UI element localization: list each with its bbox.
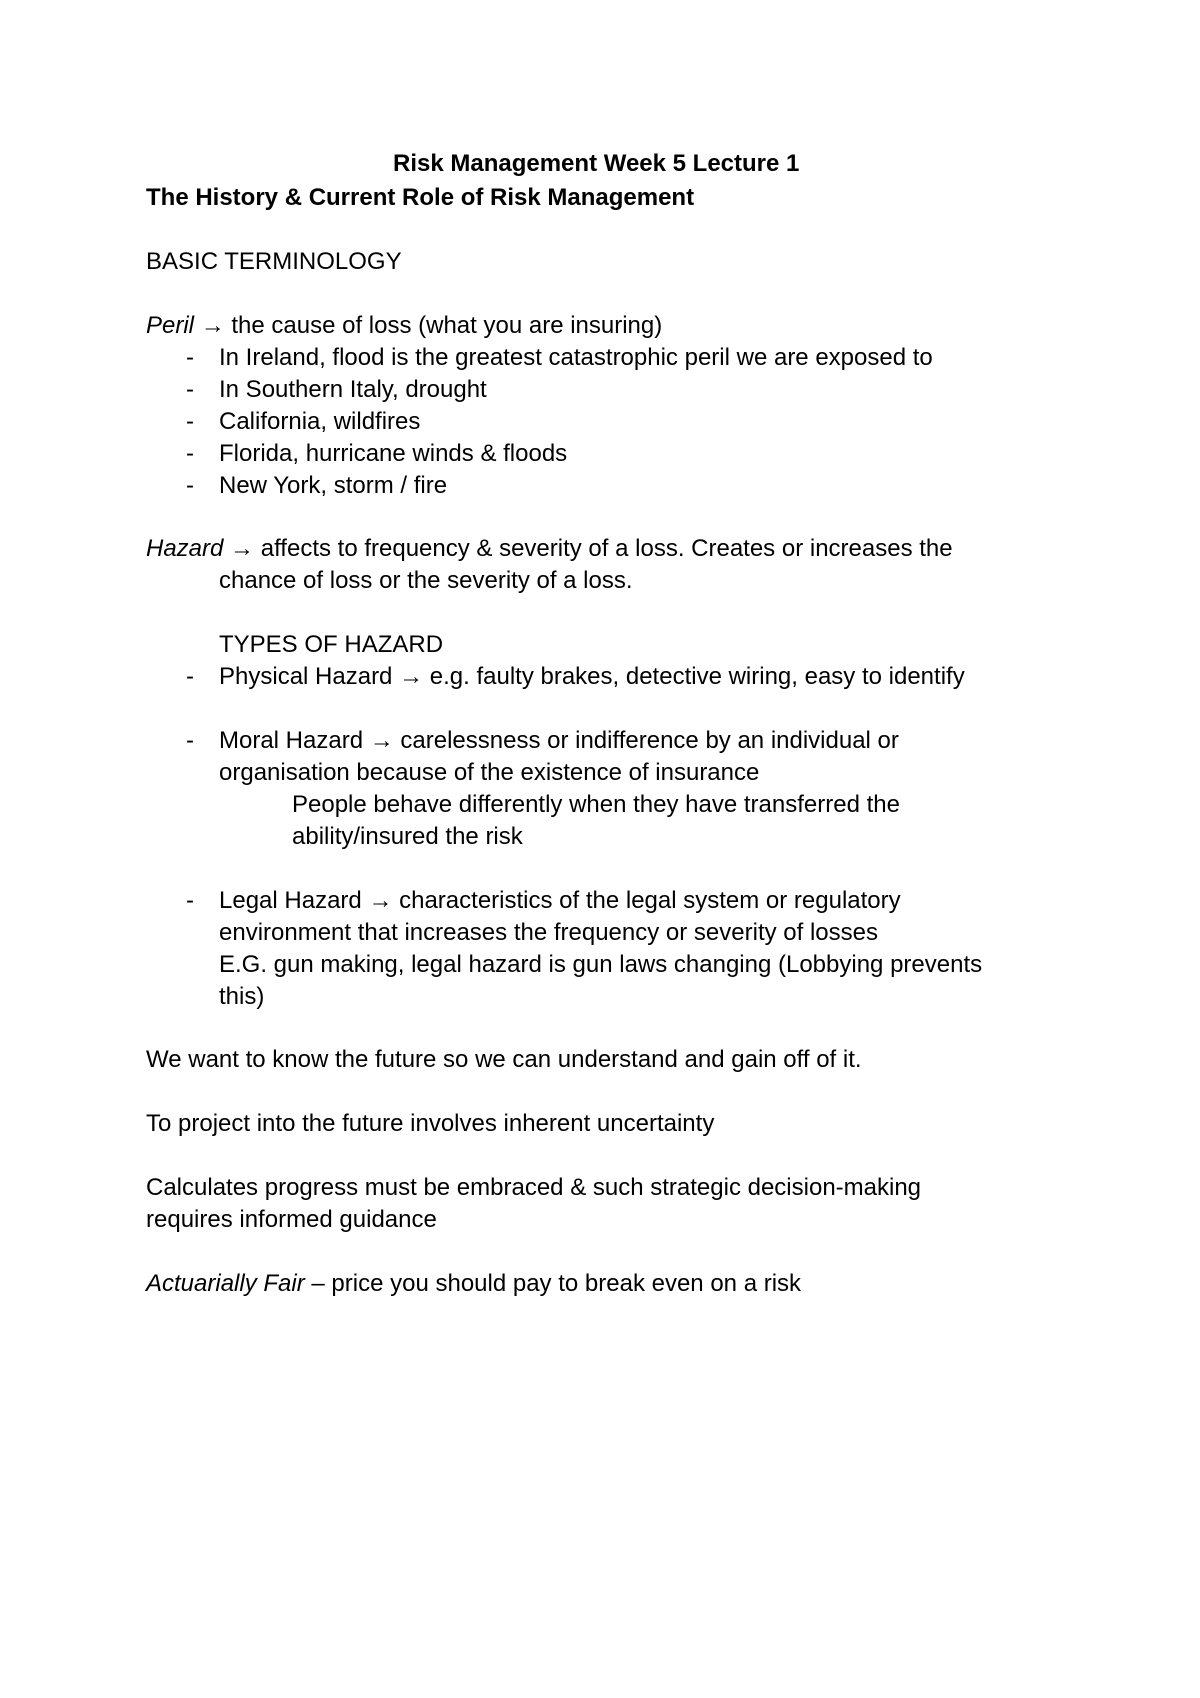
peril-definition xyxy=(146,310,662,342)
peril-example: California, wildfires xyxy=(219,408,421,435)
document-subtitle: The History & Current Role of Risk Management xyxy=(146,184,695,211)
moral-hazard-text: carelessness or indifference by an individual or xyxy=(400,727,899,754)
arrow-icon: → xyxy=(399,663,424,690)
moral-hazard-continued: organisation because of the existence of insurance xyxy=(219,759,760,786)
physical-hazard xyxy=(219,661,965,693)
peril-term: Peril xyxy=(146,312,195,339)
peril-example: In Southern Italy, drought xyxy=(219,376,487,403)
legal-hazard-text: characteristics of the legal system or regulatory xyxy=(399,887,901,914)
peril-example: Florida, hurricane winds & floods xyxy=(219,440,568,467)
paragraph-future: We want to know the future so we can understand and gain off of it. xyxy=(146,1046,862,1073)
bullet-dash: - xyxy=(186,344,194,371)
actuarially-fair-term: Actuarially Fair xyxy=(146,1270,305,1297)
hazard-term: Hazard xyxy=(146,535,224,562)
bullet-dash: - xyxy=(186,887,194,914)
moral-hazard-note: People behave differently when they have transferred the xyxy=(292,791,900,818)
bullet-dash: - xyxy=(186,472,194,499)
section-heading: BASIC TERMINOLOGY xyxy=(146,248,402,275)
arrow-icon: → xyxy=(368,887,393,914)
actuarially-fair-text: price you should pay to break even on a risk xyxy=(331,1270,802,1297)
hazard-definition-text: affects to frequency & severity of a loss. Creates or increases the xyxy=(260,535,953,562)
moral-hazard-note-continued: ability/insured the risk xyxy=(292,823,523,850)
paragraph-progress: Calculates progress must be embraced & such strategic decision-making xyxy=(146,1174,922,1201)
paragraph-uncertainty: To project into the future involves inherent uncertainty xyxy=(146,1110,715,1137)
hazard-definition xyxy=(146,533,953,565)
legal-hazard-example: E.G. gun making, legal hazard is gun laws changing (Lobbying prevents xyxy=(219,951,983,978)
physical-hazard-label: Physical Hazard xyxy=(219,663,393,690)
peril-example: In Ireland, flood is the greatest catastrophic peril we are exposed to xyxy=(219,344,933,371)
bullet-dash: - xyxy=(186,408,194,435)
hazard-types-heading: TYPES OF HAZARD xyxy=(219,631,444,658)
actuarially-fair-definition xyxy=(146,1268,801,1300)
bullet-dash: - xyxy=(186,376,194,403)
legal-hazard xyxy=(219,885,901,917)
legal-hazard-label: Legal Hazard xyxy=(219,887,362,914)
arrow-icon: → xyxy=(369,727,394,754)
dash-separator: – xyxy=(311,1270,325,1297)
peril-definition-text: the cause of loss (what you are insuring) xyxy=(231,312,663,339)
moral-hazard-label: Moral Hazard xyxy=(219,727,364,754)
bullet-dash: - xyxy=(186,440,194,467)
arrow-icon: → xyxy=(230,535,255,562)
bullet-dash: - xyxy=(186,663,194,690)
legal-hazard-example-continued: this) xyxy=(219,983,265,1010)
bullet-dash: - xyxy=(186,727,194,754)
document-title: Risk Management Week 5 Lecture 1 xyxy=(393,150,800,177)
hazard-definition-continued: chance of loss or the severity of a loss. xyxy=(219,567,633,594)
physical-hazard-text: e.g. faulty brakes, detective wiring, easy to identify xyxy=(429,663,965,690)
legal-hazard-continued: environment that increases the frequency or severity of losses xyxy=(219,919,878,946)
moral-hazard xyxy=(219,725,899,757)
paragraph-progress-continued: requires informed guidance xyxy=(146,1206,437,1233)
peril-example: New York, storm / fire xyxy=(219,472,448,499)
arrow-icon: → xyxy=(200,312,225,339)
